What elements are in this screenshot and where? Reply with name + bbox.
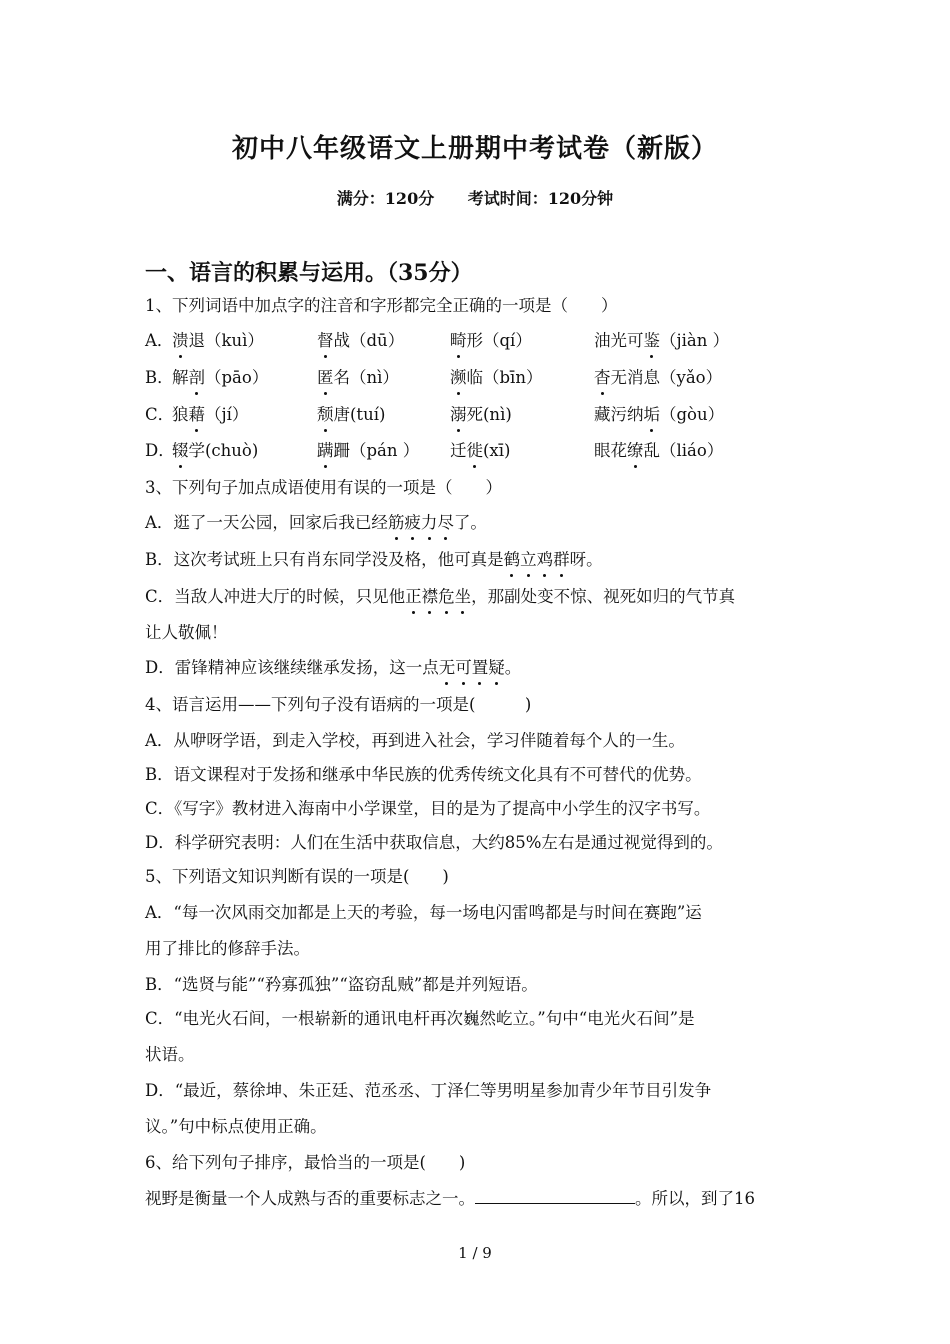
option-word: 溃退（kuì） [172, 331, 264, 350]
option-word: 匿名（nì） [317, 368, 399, 387]
emphasis-char: 濒 [450, 368, 467, 387]
question-5-stem: 5、下列语文知识判断有误的一项是( ) [145, 867, 449, 886]
option-word: 眼花缭乱（liáo） [594, 441, 724, 460]
emphasis-char: 徙 [466, 441, 483, 460]
emphasis-char: 坐 [454, 587, 472, 606]
page-number: 1 / 9 [458, 1244, 492, 1262]
question-3-option-c: C．当敌人冲进大厅的时候，只见他正襟危坐，那副处变不惊、视死如归的气节真 [145, 587, 736, 606]
emphasis-char: 立 [520, 550, 537, 569]
dotted-idiom [439, 658, 505, 677]
question-5-option-a-cont: 用了排比的修辞手法。 [145, 939, 310, 958]
exam-info [0, 186, 950, 209]
dotted-idiom [405, 587, 471, 606]
question-5-option-c: C．“电光火石间，一根崭新的通讯电杆再次巍然屹立。”句中“电光火石间”是 [145, 1009, 695, 1028]
question-5-option-a: A．“每一次风雨交加都是上天的考验，每一场电闪雷鸣都是与时间在赛跑”运 [145, 903, 702, 922]
emphasis-char: 疑 [488, 658, 505, 677]
emphasis-char: 辍 [172, 441, 189, 460]
emphasis-char: 匿 [317, 368, 334, 387]
question-1-stem: 1、下列词语中加点字的注音和字形都完全正确的一项是（ ） [145, 296, 618, 315]
dotted-idiom [388, 513, 454, 532]
emphasis-char: 藉 [188, 405, 205, 424]
emphasis-char: 鹤 [503, 550, 521, 569]
question-3-option-a: A．逛了一天公园，回家后我已经筋疲力尽了。 [145, 513, 487, 532]
option-word: 杳无消息（yǎo） [594, 368, 723, 387]
exam-time: 考试时间：120分钟 [467, 189, 614, 208]
question-3-option-b: B．这次考试班上只有肖东同学没及格，他可真是鹤立鸡群呀。 [145, 550, 603, 569]
emphasis-char: 置 [471, 658, 489, 677]
emphasis-char: 溃 [172, 331, 189, 350]
question-4-option-c: C．《写字》教材进入海南中小学课堂，目的是为了提高中小学生的汉字书写。 [145, 799, 711, 818]
question-5-option-c-cont: 状语。 [145, 1045, 195, 1064]
emphasis-char: 剖 [188, 368, 205, 387]
emphasis-char: 鸡 [536, 550, 554, 569]
question-5-option-b: B．“选贤与能”“矜寡孤独”“盗窃乱贼”都是并列短语。 [145, 975, 538, 994]
option-word: 溺死(nì) [450, 405, 512, 424]
dotted-idiom [504, 550, 570, 569]
emphasis-char: 正 [405, 587, 422, 606]
emphasis-char: 力 [420, 513, 438, 532]
emphasis-char: 襟 [421, 587, 439, 606]
emphasis-char: 危 [438, 587, 455, 606]
question-5-option-d-cont: 议。”句中标点使用正确。 [145, 1117, 327, 1136]
emphasis-char: 可 [455, 658, 472, 677]
question-6-passage: 视野是衡量一个人成熟与否的重要标志之一。 。所以，到了16 [145, 1189, 755, 1208]
emphasis-char: 无 [438, 658, 456, 677]
option-label: C． [145, 405, 175, 424]
emphasis-char: 垢 [643, 405, 660, 424]
option-label: B． [145, 368, 174, 387]
emphasis-char: 畸 [450, 331, 467, 350]
full-score: 满分：120分 [336, 189, 435, 208]
section-heading: 一、语言的积累与运用。（35分） [145, 260, 473, 286]
emphasis-char: 溺 [450, 405, 467, 424]
option-word: 解剖（pāo） [172, 368, 269, 387]
question-4-option-a: A．从咿呀学语，到走入学校，再到进入社会，学习伴随着每个人的一生。 [145, 731, 685, 750]
option-word: 迁徙(xī) [450, 441, 511, 460]
option-word: 濒临（bīn） [450, 368, 543, 387]
emphasis-char: 鉴 [643, 331, 660, 350]
page-title: 初中八年级语文上册期中考试卷（新版） [231, 134, 718, 164]
option-word: 蹒跚（pán ） [317, 441, 420, 460]
emphasis-char: 疲 [404, 513, 421, 532]
question-4-stem: 4、语言运用——下列句子没有语病的一项是( ) [145, 695, 532, 714]
question-3-option-c-cont: 让人敬佩！ [145, 623, 228, 642]
option-word: 藏污纳垢（gòu） [594, 405, 725, 424]
emphasis-char: 缭 [627, 441, 644, 460]
emphasis-char: 群 [553, 550, 570, 569]
emphasis-char: 筋 [387, 513, 405, 532]
question-4-option-d: D．科学研究表明：人们在生活中获取信息，大约85%左右是通过视觉得到的。 [145, 833, 723, 852]
emphasis-char: 蹒 [317, 441, 334, 460]
emphasis-char: 尽 [437, 513, 454, 532]
question-4-option-b: B．语文课程对于发扬和继承中华民族的优秀传统文化具有不可替代的优势。 [145, 765, 702, 784]
option-label: D． [145, 441, 175, 460]
question-3-option-d: D．雷锋精神应该继续继承发扬，这一点无可置疑。 [145, 658, 522, 677]
option-word: 狼藉（jí） [172, 405, 249, 424]
question-3-stem: 3、下列句子加点成语使用有误的一项是（ ） [145, 478, 502, 497]
option-word: 颓唐(tuí) [317, 405, 386, 424]
option-word: 督战（dū） [317, 331, 405, 350]
question-5-option-d: D．“最近，蔡徐坤、朱正廷、范丞丞、丁泽仁等男明星参加青少年节目引发争 [145, 1081, 712, 1100]
emphasis-char: 颓 [317, 405, 334, 424]
answer-blank[interactable] [475, 1187, 635, 1204]
option-word: 油光可鉴（jiàn ） [594, 331, 730, 350]
emphasis-char: 督 [317, 331, 334, 350]
option-word: 畸形（qí） [450, 331, 532, 350]
emphasis-char: 杳 [594, 368, 611, 387]
question-6-stem: 6、给下列句子排序，最恰当的一项是( ) [145, 1153, 466, 1172]
option-word: 辍学(chuò) [172, 441, 259, 460]
option-label: A． [145, 331, 174, 350]
